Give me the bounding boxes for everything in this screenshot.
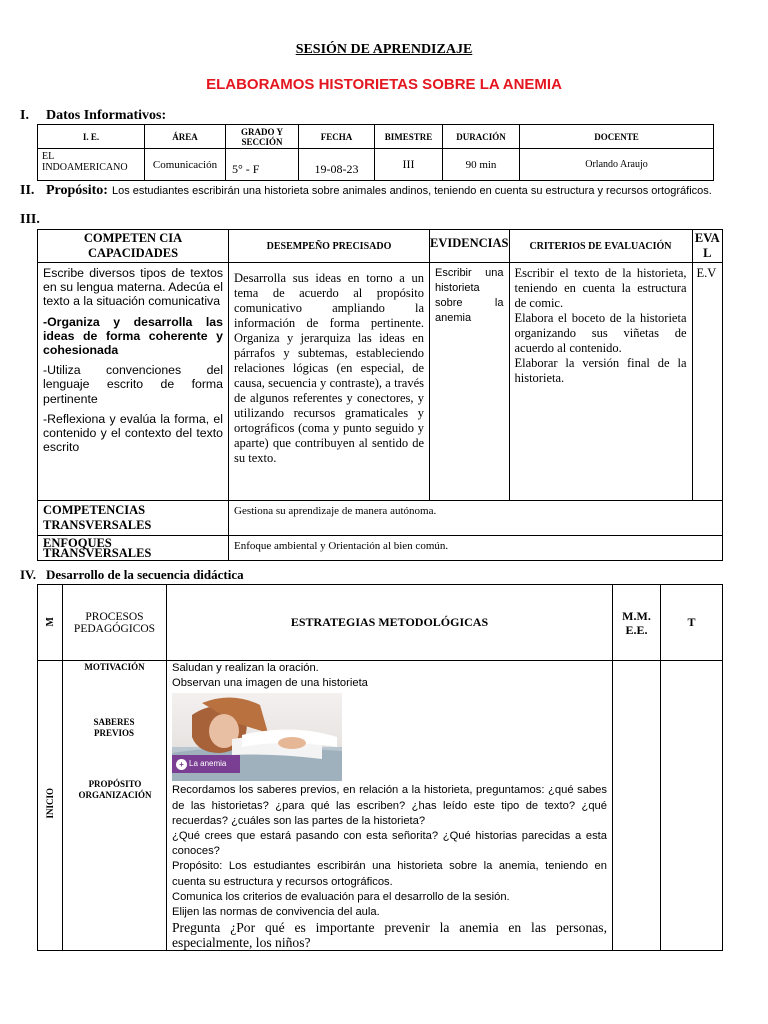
procesos-cell [63,661,167,951]
comp-header-evidencias: EVIDENCIAS [430,230,510,263]
seq-header-mm: M.M. E.E. [613,585,661,661]
strategy-line: Pregunta ¿Por qué es importante prevenir la anemia en las personas, especialmente, los niños? [172,920,607,951]
image-caption-badge [172,755,240,773]
transversales-value: Gestiona su aprendizaje de manera autónoma. [229,501,723,536]
strategy-line: Observan una imagen de una historieta [172,677,368,690]
info-header-grado: GRADO Y SECCIÓN [226,125,299,149]
section-1-label: Datos Informativos: [46,108,167,123]
capacidad-item: -Utiliza convenciones del lenguaje escrito de forma pertinente [43,363,223,406]
section-4-label: Desarrollo de la secuencia didáctica [46,567,244,582]
info-header-area: ÁREA [145,125,226,149]
comp-header-desempeno: DESEMPEÑO PRECISADO [229,230,430,263]
t-cell [661,661,723,951]
seq-header-procesos: PROCESOS PEDAGÓGICOS [63,585,167,661]
moment-label: INICIO [45,787,55,819]
info-value-duracion: 90 min [443,149,520,181]
strategy-line: Elijen las normas de convivencia del aula. [172,906,380,919]
comp-header-criterios: CRITERIOS DE EVALUACIÓN [509,230,692,263]
capacidad-item: Escribe diversos tipos de textos en su lengua materna. Adecúa el texto a la situación comunicativa [43,266,223,309]
info-header-ie: I. E. [38,125,145,149]
strategy-line: ¿Qué crees que estará pasando con esta señorita? ¿Qué historias parecidas a esta conoces? [172,830,607,858]
capacidades-cell [38,263,229,501]
info-value-ie: EL INDOAMERICANO [38,149,145,181]
enfoques-value: Enfoque ambiental y Orientación al bien común. [229,536,723,561]
criterio-item: Elaborar la versión final de la historieta. [514,356,687,385]
criterio-item: Escribir el texto de la historieta, teniendo en cuenta la estructura de comic. [514,266,687,310]
competencies-table [37,229,723,561]
session-title: SESIÓN DE APRENDIZAJE [295,42,473,57]
strategy-line: Propósito: Los estudiantes escribirán una historieta sobre la anemia, teniendo en cuenta su estructura y recursos ortográficos. [172,860,607,888]
info-header-docente: DOCENTE [520,125,714,149]
proceso-saberes: SABERES PREVIOS [93,717,135,738]
info-header-duracion: DURACIÓN [443,125,520,149]
image-caption: La anemia [189,759,227,769]
seq-header-estrategias: ESTRATEGIAS METODOLÓGICAS [167,585,613,661]
comp-header-capacidades: COMPETEN CIA CAPACIDADES [38,230,229,263]
section-3-number: III. [20,212,40,227]
capacidad-item: -Organiza y desarrolla las ideas de forma coherente y cohesionada [43,314,223,358]
seq-header-m-cell [38,585,63,661]
section-2-number: II. [20,183,35,198]
plus-icon: + [176,759,187,770]
enfoques-label: ENFOQUES TRANSVERSALES [38,536,229,561]
section-4-number: IV. [20,567,37,582]
info-value-grado: 5° - F [226,149,299,181]
desempeno-cell: Desarrolla sus ideas en torno a un tema de acuerdo al propósito comunicativo ampliando la información de forma pertinente. Organiza y jerarquiza las ideas en párrafos y subtemas, estableciendo relaciones lógicas (en especial, de causa, secuencia y contraste), a través de algunos referentes y conectores, y utilizando recursos gramaticales y ortográficos (coma y punto seguido y aparte) que contribuyen al sentido de su texto. [229,263,430,501]
info-table [37,124,714,181]
moment-cell [38,661,63,951]
evidencia-cell: Escribir una historieta sobre la anemia [430,263,510,501]
strategy-line: Saludan y realizan la oración. [172,662,319,674]
section-3-heading [20,212,40,228]
capacidad-item: -Reflexiona y evalúa la forma, el contenido y el contexto del texto escrito [43,411,223,455]
criterios-cell [509,263,692,501]
strategies-cell [167,661,613,951]
purpose-text: Los estudiantes escribirán una historieta sobre animales andinos, teniendo en cuenta su estructura y recursos ortográficos. [111,185,712,197]
transversales-label: COMPETENCIAS TRANSVERSALES [38,501,229,536]
section-1-number: I. [20,108,29,123]
seq-header-m: M [44,617,56,627]
info-value-area: Comunicación [145,149,226,181]
info-header-bimestre: BIMESTRE [375,125,443,149]
info-value-bimestre: III [375,149,443,181]
session-subtitle: ELABORAMOS HISTORIETAS SOBRE LA ANEMIA [206,76,562,93]
section-2-label: Propósito: [46,183,108,198]
info-value-fecha: 19-08-23 [299,149,375,181]
mm-cell [613,661,661,951]
anemia-image [172,693,342,781]
section-1-heading [20,108,166,124]
section-4-heading [20,567,244,583]
proceso-motivacion: MOTIVACIÓN [84,662,145,672]
criterio-item: Elabora el boceto de la historieta organizando sus viñetas de acuerdo al contenido. [514,311,687,355]
strategy-line: Recordamos los saberes previos, en relación a la historieta, preguntamos: ¿qué sabes de las historietas? ¿para qué las escriben? ¿has leído este tipo de texto? ¿qué recuerdas? ¿cuáles son las partes de la historieta? [172,784,607,827]
comp-header-eval: EVA L [692,230,723,263]
eval-cell: E.V [692,263,723,501]
info-header-fecha: FECHA [299,125,375,149]
proceso-proposito: PROPÓSITO ORGANIZACIÓN [78,779,152,800]
strategy-line: Comunica los criterios de evaluación para el desarrollo de la sesión. [172,890,510,903]
sequence-table [37,584,723,951]
seq-header-t: T [661,585,723,661]
info-value-docente: Orlando Araujo [520,149,714,181]
section-2 [20,182,730,199]
